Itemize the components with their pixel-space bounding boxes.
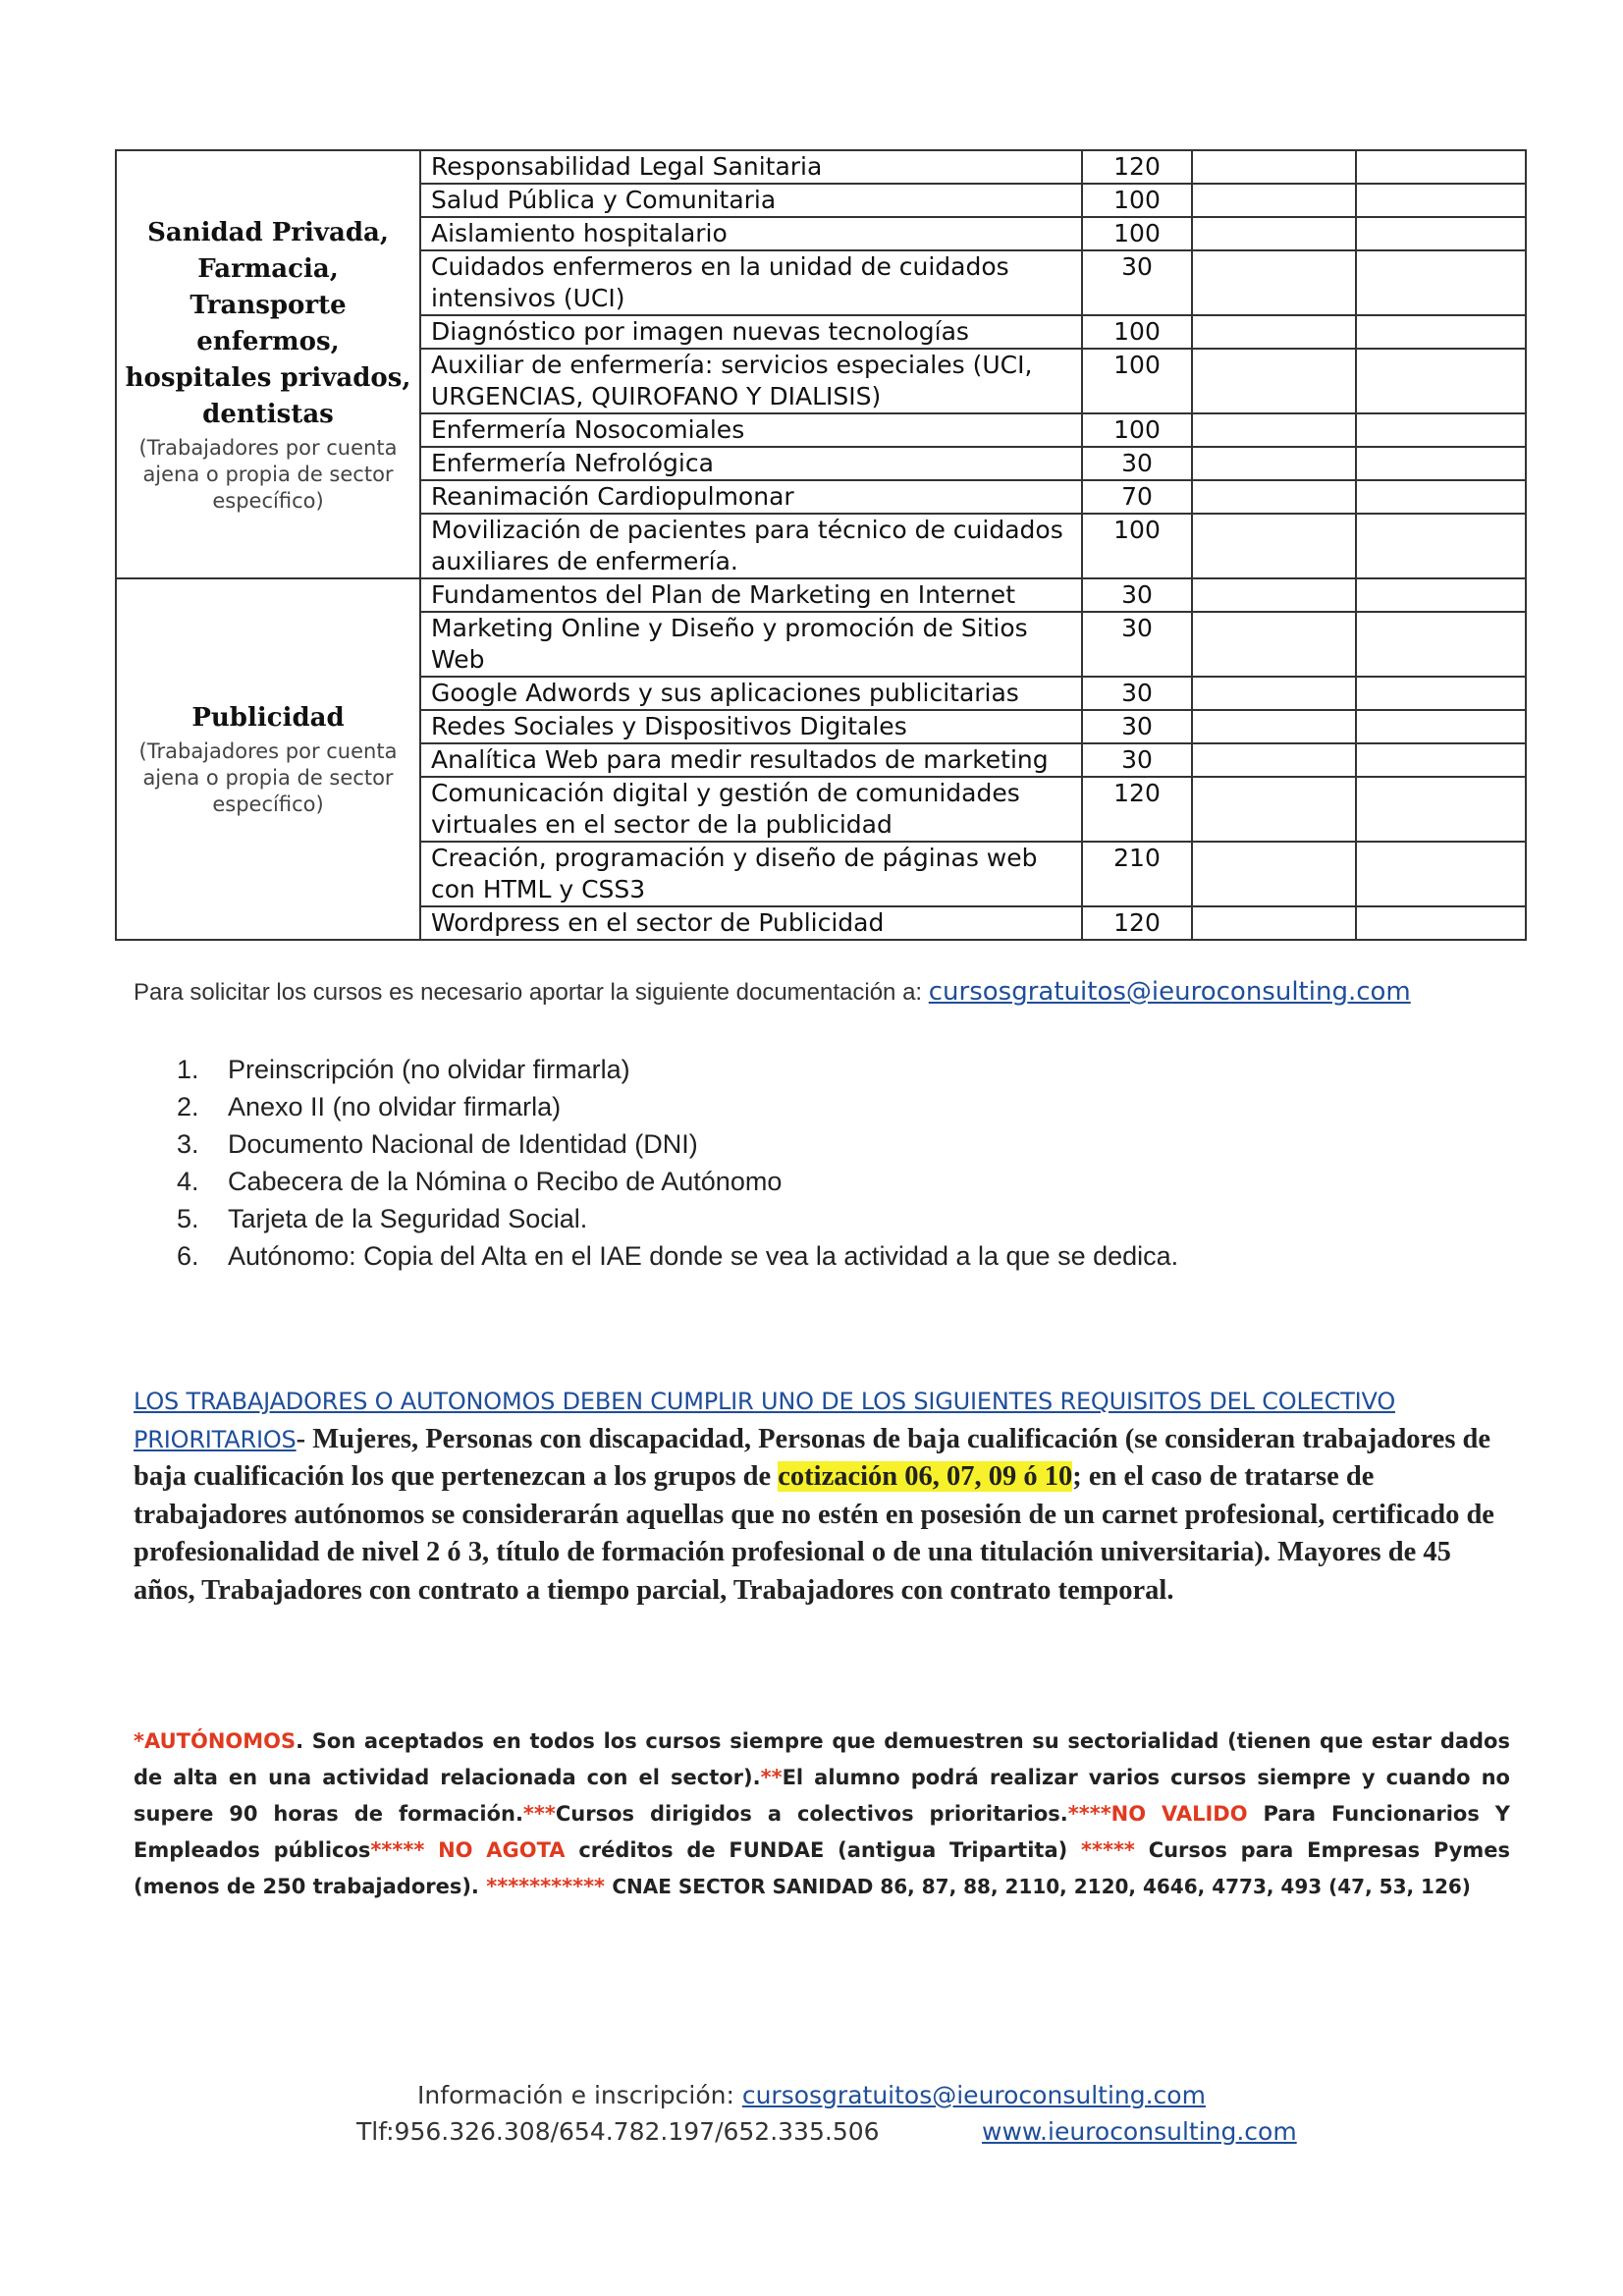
empty-cell	[1356, 150, 1526, 184]
sector-note: (Trabajadores por cuenta ajena o propia de sector específico)	[138, 739, 398, 816]
empty-cell	[1192, 447, 1356, 480]
empty-cell	[1356, 217, 1526, 250]
list-item-number: 3.	[177, 1129, 199, 1159]
note-autonomos-label: *AUTÓNOMOS	[134, 1729, 297, 1753]
list-item-text: Anexo II (no olvidar firmarla)	[228, 1092, 562, 1121]
list-item-number: 5.	[177, 1204, 199, 1233]
course-hours: 30	[1082, 743, 1192, 777]
course-name: Auxiliar de enfermería: servicios especiales (UCI, URGENCIAS, QUIROFANO Y DIALISIS)	[420, 349, 1082, 413]
empty-cell	[1192, 777, 1356, 842]
footer-website-link[interactable]: www.ieuroconsulting.com	[982, 2117, 1297, 2146]
requirements-paragraph	[134, 1383, 1508, 1610]
requirements-highlight: cotización 06, 07, 09 ó 10	[778, 1461, 1073, 1492]
note-4-mark: ****NO VALIDO	[1067, 1802, 1248, 1826]
requirements-text-before: - Mujeres, Personas con discapacidad, Personas de baja cualificación (se consideran trabajadores de baja cualificación los que pertenezcan a los grupos de	[134, 1423, 1491, 1492]
footer-info-label: Información e inscripción:	[417, 2081, 742, 2109]
notes-paragraph	[134, 1723, 1510, 1905]
list-item-number: 1.	[177, 1055, 199, 1084]
list-item	[177, 1125, 1178, 1163]
empty-cell	[1356, 710, 1526, 743]
empty-cell	[1192, 315, 1356, 349]
empty-cell	[1192, 578, 1356, 612]
sector-cell	[116, 578, 420, 940]
note-6: Cursos para Empresas Pymes (menos de 250 trabajadores).	[134, 1838, 1510, 1898]
empty-cell	[1356, 250, 1526, 315]
empty-cell	[1356, 514, 1526, 578]
course-hours: 100	[1082, 217, 1192, 250]
empty-cell	[1192, 710, 1356, 743]
requirements-text-after: ; en el caso de tratarse de trabajadores autónomos se considerarán aquellas que no estén en posesión de un carnet profesional, certificado de profesionalidad de nivel 2 ó 3, título de formación profesional o de una titulación universitaria). Mayores de 45 años, Trabajadores con contrato a tiempo parcial, Trabajadores con contrato temporal.	[134, 1461, 1494, 1606]
empty-cell	[1356, 349, 1526, 413]
empty-cell	[1356, 842, 1526, 906]
empty-cell	[1356, 315, 1526, 349]
sector-note: (Trabajadores por cuenta ajena o propia de sector específico)	[138, 435, 398, 513]
course-name: Creación, programación y diseño de páginas web con HTML y CSS3	[420, 842, 1082, 906]
list-item	[177, 1051, 1178, 1088]
empty-cell	[1356, 677, 1526, 710]
request-email-link[interactable]: cursosgratuitos@ieuroconsulting.com	[928, 977, 1411, 1007]
course-row	[116, 578, 1526, 612]
course-hours: 120	[1082, 777, 1192, 842]
note-5: créditos de FUNDAE (antigua Tripartita)	[565, 1838, 1081, 1862]
empty-cell	[1192, 250, 1356, 315]
course-name: Marketing Online y Diseño y promoción de Sitios Web	[420, 612, 1082, 677]
note-5-mark: ***** NO AGOTA	[370, 1838, 566, 1862]
request-line	[134, 977, 1411, 1007]
course-name: Enfermería Nefrológica	[420, 447, 1082, 480]
course-name: Redes Sociales y Dispositivos Digitales	[420, 710, 1082, 743]
course-hours: 120	[1082, 150, 1192, 184]
course-hours: 30	[1082, 250, 1192, 315]
course-hours: 30	[1082, 578, 1192, 612]
course-name: Analítica Web para medir resultados de marketing	[420, 743, 1082, 777]
footer	[0, 2077, 1623, 2150]
empty-cell	[1356, 413, 1526, 447]
list-item	[177, 1237, 1178, 1275]
course-name: Responsabilidad Legal Sanitaria	[420, 150, 1082, 184]
empty-cell	[1192, 413, 1356, 447]
empty-cell	[1356, 447, 1526, 480]
course-hours: 30	[1082, 677, 1192, 710]
note-7-mark: ***********	[486, 1875, 606, 1898]
empty-cell	[1192, 514, 1356, 578]
request-text: Para solicitar los cursos es necesario aportar la siguiente documentación a:	[134, 979, 929, 1006]
course-name: Movilización de pacientes para técnico de cuidados auxiliares de enfermería.	[420, 514, 1082, 578]
note-2: El alumno podrá realizar varios cursos siempre y cuando no supere 90 horas de formación.	[134, 1766, 1510, 1826]
footer-email-link[interactable]: cursosgratuitos@ieuroconsulting.com	[741, 2081, 1206, 2109]
list-item-text: Cabecera de la Nómina o Recibo de Autónomo	[228, 1167, 783, 1196]
note-4: Para Funcionarios Y Empleados públicos	[134, 1802, 1510, 1862]
empty-cell	[1192, 480, 1356, 514]
note-6-mark: *****	[1081, 1838, 1135, 1862]
sector-cell	[116, 150, 420, 578]
sector-title: Sanidad Privada, Farmacia, Transporte enfermos, hospitales privados, dentistas	[125, 217, 411, 429]
course-name: Reanimación Cardiopulmonar	[420, 480, 1082, 514]
courses-table-body	[116, 150, 1526, 940]
course-name: Salud Pública y Comunitaria	[420, 184, 1082, 217]
course-name: Aislamiento hospitalario	[420, 217, 1082, 250]
footer-info-line	[0, 2077, 1623, 2113]
footer-contact-line	[0, 2113, 1623, 2150]
empty-cell	[1356, 777, 1526, 842]
note-2-mark: **	[760, 1766, 783, 1789]
list-item-number: 2.	[177, 1092, 199, 1121]
note-autonomos: . Son aceptados en todos los cursos siempre que demuestren su sectorialidad (tienen que estar dados de alta en una actividad relacionada con el sector).	[134, 1729, 1510, 1789]
course-hours: 30	[1082, 710, 1192, 743]
list-item	[177, 1088, 1178, 1125]
course-hours: 30	[1082, 612, 1192, 677]
list-item-text: Documento Nacional de Identidad (DNI)	[228, 1129, 698, 1159]
sector-title: Publicidad	[191, 703, 345, 733]
course-name: Diagnóstico por imagen nuevas tecnologías	[420, 315, 1082, 349]
note-3-mark: ***	[522, 1802, 556, 1826]
list-item-text: Autónomo: Copia del Alta en el IAE donde se vea la actividad a la que se dedica.	[228, 1241, 1179, 1271]
course-hours: 210	[1082, 842, 1192, 906]
empty-cell	[1356, 184, 1526, 217]
empty-cell	[1192, 906, 1356, 940]
courses-table	[115, 149, 1527, 941]
list-item-text: Preinscripción (no olvidar firmarla)	[228, 1055, 630, 1084]
list-item-text: Tarjeta de la Seguridad Social.	[228, 1204, 588, 1233]
empty-cell	[1192, 743, 1356, 777]
empty-cell	[1356, 906, 1526, 940]
list-item-number: 6.	[177, 1241, 199, 1271]
course-hours: 100	[1082, 514, 1192, 578]
course-hours: 70	[1082, 480, 1192, 514]
course-hours: 100	[1082, 184, 1192, 217]
course-name: Cuidados enfermeros en la unidad de cuidados intensivos (UCI)	[420, 250, 1082, 315]
list-item	[177, 1163, 1178, 1200]
empty-cell	[1356, 612, 1526, 677]
course-row	[116, 150, 1526, 184]
footer-phone: Tlf:956.326.308/654.782.197/652.335.506	[356, 2117, 880, 2146]
course-hours: 100	[1082, 349, 1192, 413]
empty-cell	[1356, 480, 1526, 514]
empty-cell	[1356, 578, 1526, 612]
empty-cell	[1192, 349, 1356, 413]
course-name: Enfermería Nosocomiales	[420, 413, 1082, 447]
empty-cell	[1192, 612, 1356, 677]
course-name: Wordpress en el sector de Publicidad	[420, 906, 1082, 940]
empty-cell	[1192, 842, 1356, 906]
requirements-heading: LOS TRABAJADORES O AUTONOMOS DEBEN CUMPLIR UNO DE LOS SIGUIENTES REQUISITOS DEL COLECTIVO PRIORITARIOS	[134, 1388, 1396, 1453]
course-hours: 30	[1082, 447, 1192, 480]
note-cnae: CNAE SECTOR SANIDAD 86, 87, 88, 2110, 2120, 4646, 4773, 493 (47, 53, 126)	[612, 1875, 1471, 1898]
course-name: Google Adwords y sus aplicaciones publicitarias	[420, 677, 1082, 710]
course-name: Fundamentos del Plan de Marketing en Internet	[420, 578, 1082, 612]
documents-list	[177, 1051, 1178, 1275]
list-item-number: 4.	[177, 1167, 199, 1196]
empty-cell	[1192, 150, 1356, 184]
course-hours: 100	[1082, 413, 1192, 447]
course-hours: 100	[1082, 315, 1192, 349]
empty-cell	[1192, 217, 1356, 250]
course-name: Comunicación digital y gestión de comunidades virtuales en el sector de la publicidad	[420, 777, 1082, 842]
course-hours: 120	[1082, 906, 1192, 940]
note-3: Cursos dirigidos a colectivos prioritarios.	[555, 1802, 1068, 1826]
list-item	[177, 1200, 1178, 1237]
empty-cell	[1192, 677, 1356, 710]
empty-cell	[1356, 743, 1526, 777]
empty-cell	[1192, 184, 1356, 217]
